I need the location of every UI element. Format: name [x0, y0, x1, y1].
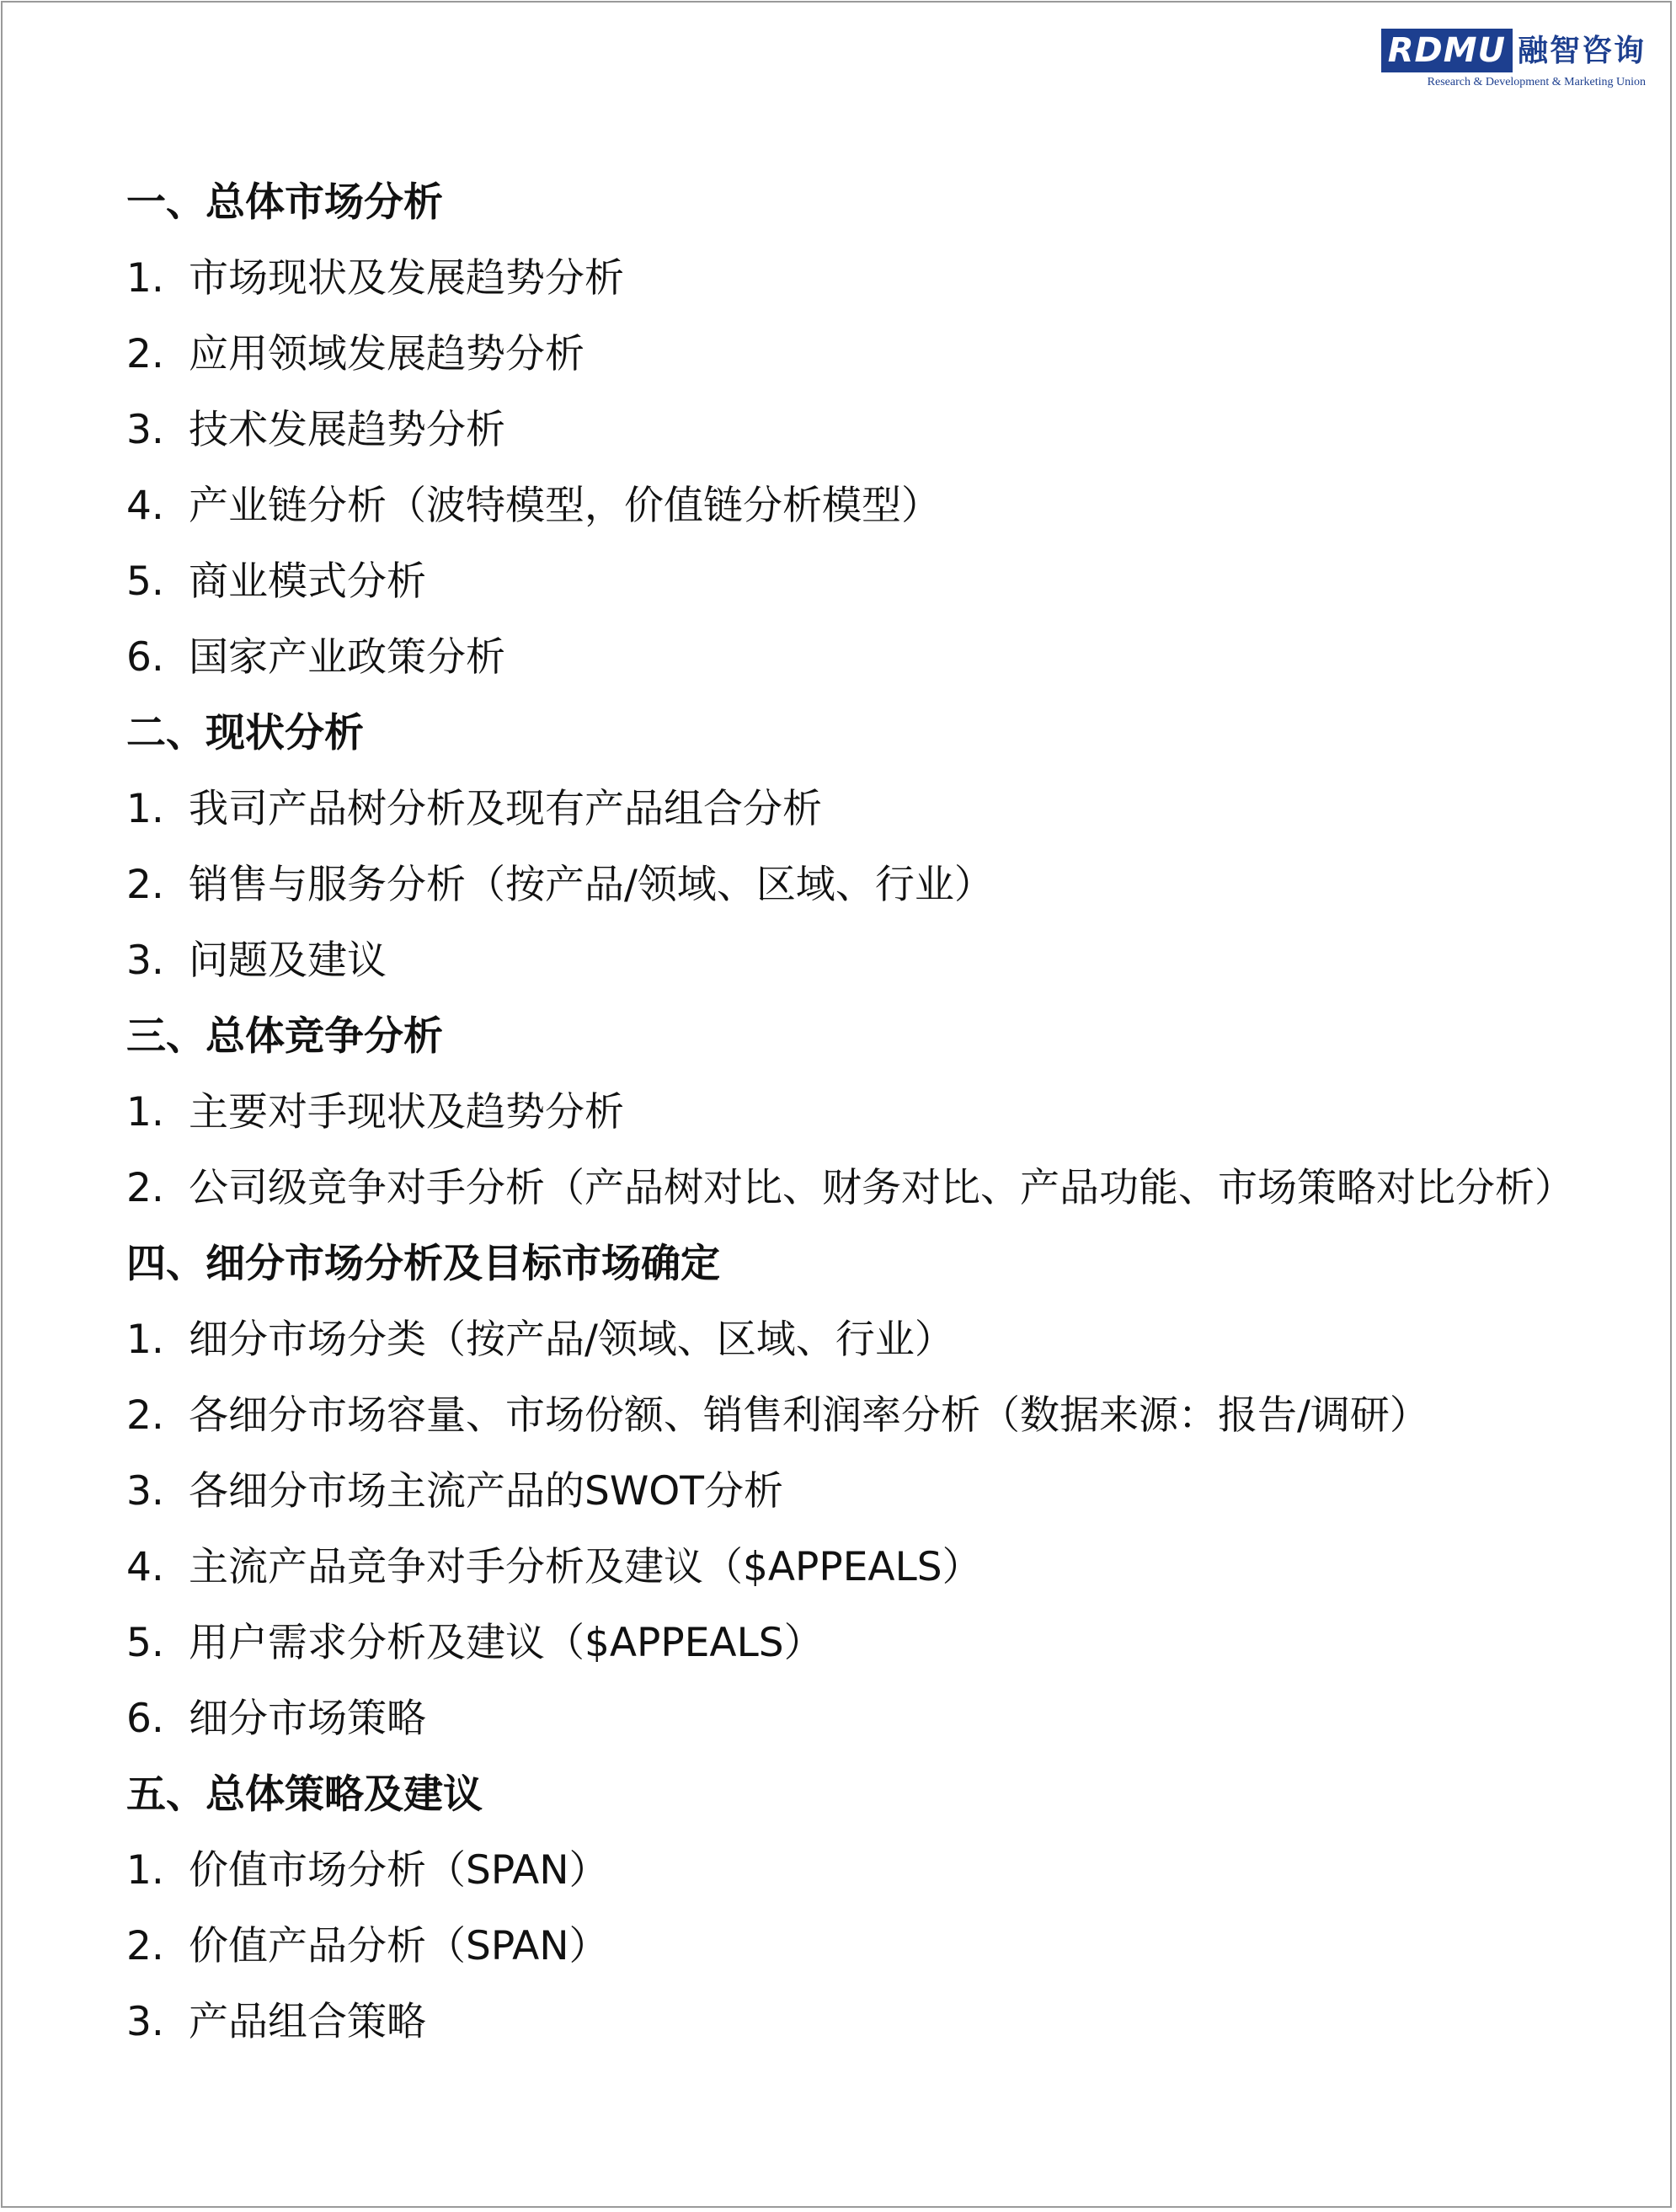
item-text: 产业链分析（波特模型，价值链分析模型） [189, 483, 941, 529]
item-text: 细分市场分类（按产品/领域、区域、行业） [189, 1317, 954, 1363]
logo-badge: RDMU [1381, 29, 1513, 72]
item-text: 主流产品竞争对手分析及建议（$APPEALS） [189, 1544, 982, 1590]
item-number: 5. [126, 558, 164, 605]
item-text: 我司产品树分析及现有产品组合分析 [189, 786, 822, 832]
section-title: 二、现状分析 [126, 710, 364, 756]
item-number: 1. [126, 255, 164, 302]
section-competition [126, 999, 1592, 1226]
section-title: 三、总体竞争分析 [126, 1013, 443, 1060]
item-number: 5. [126, 1620, 164, 1666]
list-item [126, 1909, 1592, 1985]
item-number: 2. [126, 1923, 164, 1969]
item-number: 1. [126, 1089, 164, 1135]
item-text: 用户需求分析及建议（$APPEALS） [189, 1620, 824, 1666]
list-item [126, 1454, 1592, 1530]
item-text: 产品组合策略 [189, 1999, 426, 2045]
item-number: 2. [126, 1392, 164, 1439]
item-number: 3. [126, 407, 164, 453]
item-number: 3. [126, 938, 164, 984]
item-text: 细分市场策略 [189, 1696, 426, 1742]
company-logo [1368, 29, 1646, 89]
list-item [126, 393, 1592, 468]
list-item [126, 1606, 1592, 1681]
item-number: 6. [126, 634, 164, 681]
item-number: 1. [126, 1317, 164, 1363]
list-item [126, 468, 1592, 544]
section-title: 五、总体策略及建议 [126, 1771, 483, 1818]
item-number: 1. [126, 1847, 164, 1894]
list-item [126, 847, 1592, 923]
item-text: 各细分市场主流产品的SWOT分析 [189, 1468, 784, 1515]
item-number: 3. [126, 1999, 164, 2045]
item-text: 市场现状及发展趋势分析 [189, 255, 624, 302]
list-item [126, 620, 1592, 696]
item-number: 2. [126, 862, 164, 908]
logo-chinese-name: 融智咨询 [1517, 33, 1646, 68]
item-text: 主要对手现状及趋势分析 [189, 1089, 624, 1135]
item-text: 销售与服务分析（按产品/领域、区域、行业） [189, 862, 994, 908]
list-item [126, 1530, 1592, 1606]
list-item [126, 1075, 1592, 1151]
list-item [126, 317, 1592, 393]
item-number: 1. [126, 786, 164, 832]
document-outline [126, 165, 1592, 2060]
list-item [126, 1681, 1592, 1757]
item-number: 3. [126, 1468, 164, 1515]
list-item [126, 544, 1592, 620]
item-text: 各细分市场容量、市场份额、销售利润率分析（数据来源：报告/调研） [189, 1392, 1429, 1439]
item-text: 价值市场分析（SPAN） [189, 1847, 609, 1894]
list-item [126, 1302, 1592, 1378]
item-number: 2. [126, 1165, 164, 1211]
list-item [126, 1833, 1592, 1909]
list-item [126, 1985, 1592, 2060]
section-segmentation [126, 1226, 1592, 1757]
item-text: 技术发展趋势分析 [189, 407, 505, 453]
item-number: 2. [126, 331, 164, 377]
section-title: 一、总体市场分析 [126, 179, 443, 226]
item-text: 应用领域发展趋势分析 [189, 331, 584, 377]
logo-subtitle: Research & Development & Marketing Union [1427, 76, 1646, 88]
item-text: 国家产业政策分析 [189, 634, 505, 681]
item-number: 4. [126, 483, 164, 529]
section-market-analysis [126, 165, 1592, 696]
list-item [126, 241, 1592, 317]
list-item [126, 1151, 1592, 1226]
item-text: 公司级竞争对手分析（产品树对比、财务对比、产品功能、市场策略对比分析） [189, 1165, 1574, 1211]
item-text: 商业模式分析 [189, 558, 426, 605]
item-number: 6. [126, 1696, 164, 1742]
section-current-status [126, 696, 1592, 999]
item-text: 问题及建议 [189, 938, 387, 984]
list-item [126, 923, 1592, 999]
list-item [126, 772, 1592, 847]
section-strategy [126, 1757, 1592, 2060]
section-title: 四、细分市场分析及目标市场确定 [126, 1241, 720, 1287]
item-text: 价值产品分析（SPAN） [189, 1923, 609, 1969]
logo-row [1368, 29, 1646, 72]
list-item [126, 1378, 1592, 1454]
item-number: 4. [126, 1544, 164, 1590]
